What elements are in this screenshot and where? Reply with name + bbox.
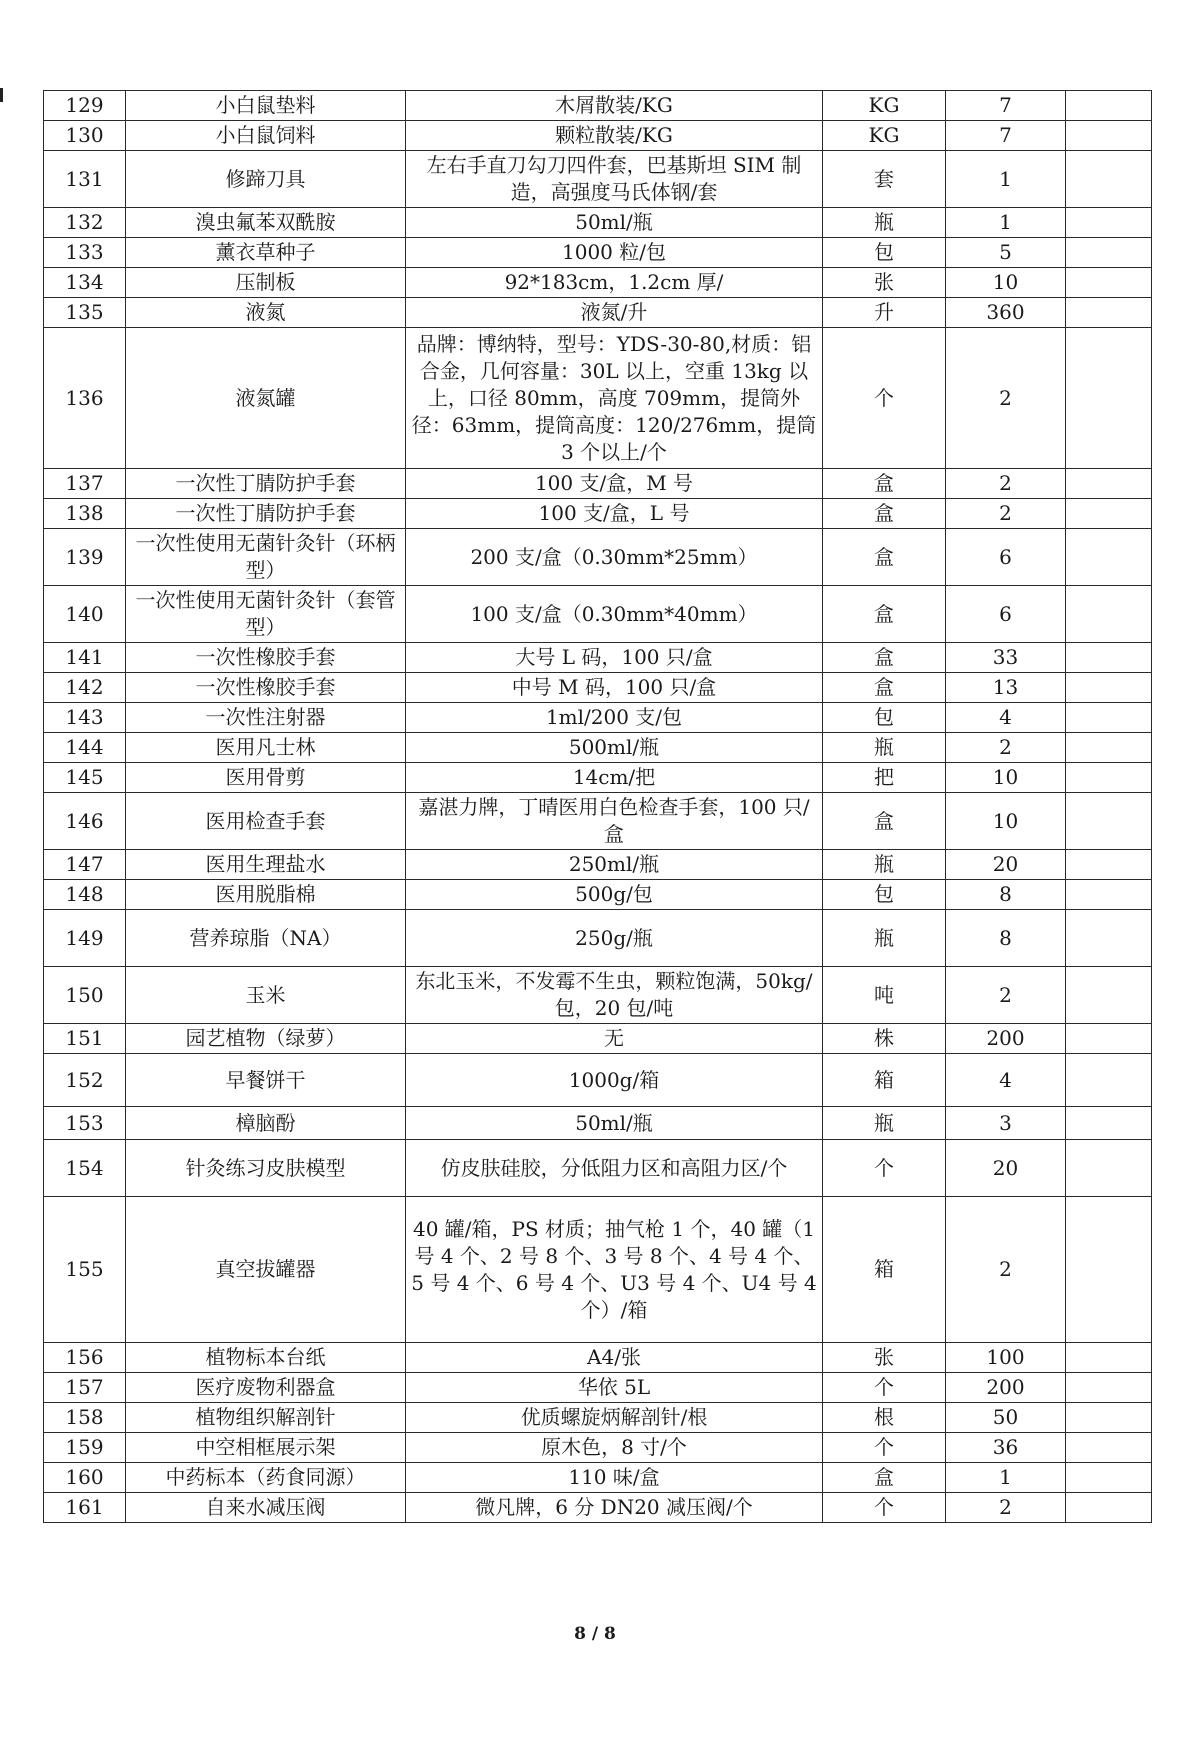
table-row bbox=[44, 238, 1152, 268]
item-qty: 6 bbox=[946, 586, 1066, 643]
item-name: 早餐饼干 bbox=[126, 1054, 406, 1107]
table-row bbox=[44, 1463, 1152, 1493]
row-number: 146 bbox=[44, 793, 126, 850]
item-unit: 瓶 bbox=[823, 733, 946, 763]
row-number: 152 bbox=[44, 1054, 126, 1107]
table-row bbox=[44, 850, 1152, 880]
remark-cell bbox=[1066, 1493, 1152, 1523]
item-unit: 把 bbox=[823, 763, 946, 793]
remark-cell bbox=[1066, 268, 1152, 298]
item-name: 一次性使用无菌针灸针（环柄型） bbox=[126, 529, 406, 586]
item-name: 一次性橡胶手套 bbox=[126, 673, 406, 703]
item-qty: 8 bbox=[946, 910, 1066, 967]
item-unit: 张 bbox=[823, 1343, 946, 1373]
row-number: 133 bbox=[44, 238, 126, 268]
table-row bbox=[44, 703, 1152, 733]
remark-cell bbox=[1066, 793, 1152, 850]
item-spec: 50ml/瓶 bbox=[406, 1107, 823, 1140]
item-qty: 7 bbox=[946, 91, 1066, 121]
row-number: 140 bbox=[44, 586, 126, 643]
item-name: 植物组织解剖针 bbox=[126, 1403, 406, 1433]
row-number: 150 bbox=[44, 967, 126, 1024]
remark-cell bbox=[1066, 586, 1152, 643]
scan-margin-mark bbox=[0, 88, 3, 102]
item-name: 压制板 bbox=[126, 268, 406, 298]
item-spec: A4/张 bbox=[406, 1343, 823, 1373]
remark-cell bbox=[1066, 673, 1152, 703]
item-spec: 液氮/升 bbox=[406, 298, 823, 328]
item-unit: 个 bbox=[823, 328, 946, 469]
item-name: 樟脑酚 bbox=[126, 1107, 406, 1140]
item-unit: 盒 bbox=[823, 673, 946, 703]
remark-cell bbox=[1066, 499, 1152, 529]
row-number: 139 bbox=[44, 529, 126, 586]
item-unit: 套 bbox=[823, 151, 946, 208]
item-name: 小白鼠垫料 bbox=[126, 91, 406, 121]
item-spec: 200 支/盒（0.30mm*25mm） bbox=[406, 529, 823, 586]
item-spec: 250g/瓶 bbox=[406, 910, 823, 967]
item-qty: 20 bbox=[946, 1140, 1066, 1197]
item-qty: 8 bbox=[946, 880, 1066, 910]
remark-cell bbox=[1066, 529, 1152, 586]
item-qty: 3 bbox=[946, 1107, 1066, 1140]
item-qty: 2 bbox=[946, 967, 1066, 1024]
item-unit: 盒 bbox=[823, 469, 946, 499]
item-name: 一次性丁腈防护手套 bbox=[126, 469, 406, 499]
remark-cell bbox=[1066, 1343, 1152, 1373]
item-unit: 个 bbox=[823, 1373, 946, 1403]
item-unit: 瓶 bbox=[823, 1107, 946, 1140]
table-row bbox=[44, 91, 1152, 121]
row-number: 134 bbox=[44, 268, 126, 298]
item-name: 溴虫氟苯双酰胺 bbox=[126, 208, 406, 238]
table-row bbox=[44, 880, 1152, 910]
table-row bbox=[44, 733, 1152, 763]
item-spec: 100 支/盒，M 号 bbox=[406, 469, 823, 499]
remark-cell bbox=[1066, 1197, 1152, 1343]
item-qty: 200 bbox=[946, 1373, 1066, 1403]
remark-cell bbox=[1066, 880, 1152, 910]
item-name: 中药标本（药食同源） bbox=[126, 1463, 406, 1493]
item-qty: 2 bbox=[946, 733, 1066, 763]
table-row bbox=[44, 1343, 1152, 1373]
table-row bbox=[44, 328, 1152, 469]
item-spec: 500g/包 bbox=[406, 880, 823, 910]
remark-cell bbox=[1066, 121, 1152, 151]
remark-cell bbox=[1066, 298, 1152, 328]
item-qty: 5 bbox=[946, 238, 1066, 268]
remark-cell bbox=[1066, 1054, 1152, 1107]
item-name: 一次性丁腈防护手套 bbox=[126, 499, 406, 529]
row-number: 138 bbox=[44, 499, 126, 529]
item-name: 小白鼠饲料 bbox=[126, 121, 406, 151]
item-name: 营养琼脂（NA） bbox=[126, 910, 406, 967]
item-qty: 1 bbox=[946, 1463, 1066, 1493]
row-number: 161 bbox=[44, 1493, 126, 1523]
item-spec: 嘉湛力牌，丁晴医用白色检查手套，100 只/盒 bbox=[406, 793, 823, 850]
item-qty: 10 bbox=[946, 763, 1066, 793]
item-spec: 1000 粒/包 bbox=[406, 238, 823, 268]
item-spec: 仿皮肤硅胶，分低阻力区和高阻力区/个 bbox=[406, 1140, 823, 1197]
item-spec: 1000g/箱 bbox=[406, 1054, 823, 1107]
table-row bbox=[44, 208, 1152, 238]
table-row bbox=[44, 793, 1152, 850]
item-spec: 500ml/瓶 bbox=[406, 733, 823, 763]
table-row bbox=[44, 121, 1152, 151]
item-qty: 33 bbox=[946, 643, 1066, 673]
item-unit: 个 bbox=[823, 1140, 946, 1197]
row-number: 144 bbox=[44, 733, 126, 763]
item-qty: 10 bbox=[946, 268, 1066, 298]
item-unit: 瓶 bbox=[823, 910, 946, 967]
remark-cell bbox=[1066, 151, 1152, 208]
remark-cell bbox=[1066, 91, 1152, 121]
item-qty: 2 bbox=[946, 1197, 1066, 1343]
item-qty: 2 bbox=[946, 328, 1066, 469]
remark-cell bbox=[1066, 1433, 1152, 1463]
item-name: 一次性使用无菌针灸针（套管型） bbox=[126, 586, 406, 643]
item-spec: 优质螺旋炳解剖针/根 bbox=[406, 1403, 823, 1433]
item-name: 医用脱脂棉 bbox=[126, 880, 406, 910]
item-name: 薰衣草种子 bbox=[126, 238, 406, 268]
table-row bbox=[44, 298, 1152, 328]
item-spec: 颗粒散装/KG bbox=[406, 121, 823, 151]
item-name: 医用凡士林 bbox=[126, 733, 406, 763]
item-name: 自来水减压阀 bbox=[126, 1493, 406, 1523]
remark-cell bbox=[1066, 1403, 1152, 1433]
table-body bbox=[44, 91, 1152, 1523]
table-row bbox=[44, 763, 1152, 793]
remark-cell bbox=[1066, 763, 1152, 793]
item-name: 医用生理盐水 bbox=[126, 850, 406, 880]
item-spec: 中号 M 码，100 只/盒 bbox=[406, 673, 823, 703]
item-name: 一次性橡胶手套 bbox=[126, 643, 406, 673]
remark-cell bbox=[1066, 967, 1152, 1024]
item-spec: 100 支/盒，L 号 bbox=[406, 499, 823, 529]
table-row bbox=[44, 1197, 1152, 1343]
item-unit: 盒 bbox=[823, 529, 946, 586]
remark-cell bbox=[1066, 910, 1152, 967]
item-name: 医用骨剪 bbox=[126, 763, 406, 793]
item-name: 修蹄刀具 bbox=[126, 151, 406, 208]
item-qty: 4 bbox=[946, 703, 1066, 733]
item-spec: 无 bbox=[406, 1024, 823, 1054]
item-unit: 箱 bbox=[823, 1054, 946, 1107]
item-qty: 360 bbox=[946, 298, 1066, 328]
table-row bbox=[44, 268, 1152, 298]
item-qty: 10 bbox=[946, 793, 1066, 850]
table-row bbox=[44, 1403, 1152, 1433]
row-number: 156 bbox=[44, 1343, 126, 1373]
remark-cell bbox=[1066, 733, 1152, 763]
row-number: 130 bbox=[44, 121, 126, 151]
item-spec: 品牌：博纳特，型号：YDS-30-80,材质：铝合金，几何容量：30L 以上，空重 13kg 以上，口径 80mm，高度 709mm，提筒外径：63mm，提筒高度：120/276mm，提筒 3 个以上/个 bbox=[406, 328, 823, 469]
row-number: 158 bbox=[44, 1403, 126, 1433]
table-row bbox=[44, 151, 1152, 208]
row-number: 141 bbox=[44, 643, 126, 673]
row-number: 148 bbox=[44, 880, 126, 910]
table-row bbox=[44, 673, 1152, 703]
item-spec: 木屑散装/KG bbox=[406, 91, 823, 121]
row-number: 142 bbox=[44, 673, 126, 703]
table-row bbox=[44, 967, 1152, 1024]
item-spec: 大号 L 码，100 只/盒 bbox=[406, 643, 823, 673]
row-number: 157 bbox=[44, 1373, 126, 1403]
item-name: 医用检查手套 bbox=[126, 793, 406, 850]
item-qty: 100 bbox=[946, 1343, 1066, 1373]
item-unit: 瓶 bbox=[823, 850, 946, 880]
table-row bbox=[44, 643, 1152, 673]
item-unit: 盒 bbox=[823, 586, 946, 643]
table-row bbox=[44, 1373, 1152, 1403]
item-unit: 盒 bbox=[823, 643, 946, 673]
row-number: 131 bbox=[44, 151, 126, 208]
item-unit: 升 bbox=[823, 298, 946, 328]
item-spec: 东北玉米，不发霉不生虫，颗粒饱满，50kg/包，20 包/吨 bbox=[406, 967, 823, 1024]
item-name: 医疗废物利器盒 bbox=[126, 1373, 406, 1403]
table-row bbox=[44, 1054, 1152, 1107]
item-spec: 250ml/瓶 bbox=[406, 850, 823, 880]
item-qty: 7 bbox=[946, 121, 1066, 151]
row-number: 159 bbox=[44, 1433, 126, 1463]
item-unit: 瓶 bbox=[823, 208, 946, 238]
item-spec: 50ml/瓶 bbox=[406, 208, 823, 238]
item-unit: 箱 bbox=[823, 1197, 946, 1343]
remark-cell bbox=[1066, 1463, 1152, 1493]
remark-cell bbox=[1066, 328, 1152, 469]
item-unit: 个 bbox=[823, 1493, 946, 1523]
item-name: 中空相框展示架 bbox=[126, 1433, 406, 1463]
item-spec: 100 支/盒（0.30mm*40mm） bbox=[406, 586, 823, 643]
item-unit: 盒 bbox=[823, 499, 946, 529]
remark-cell bbox=[1066, 1024, 1152, 1054]
table-row bbox=[44, 1140, 1152, 1197]
row-number: 154 bbox=[44, 1140, 126, 1197]
remark-cell bbox=[1066, 643, 1152, 673]
item-name: 真空拔罐器 bbox=[126, 1197, 406, 1343]
item-unit: 盒 bbox=[823, 1463, 946, 1493]
item-unit: KG bbox=[823, 91, 946, 121]
row-number: 137 bbox=[44, 469, 126, 499]
remark-cell bbox=[1066, 1107, 1152, 1140]
item-unit: 株 bbox=[823, 1024, 946, 1054]
item-qty: 2 bbox=[946, 499, 1066, 529]
row-number: 135 bbox=[44, 298, 126, 328]
item-spec: 40 罐/箱，PS 材质；抽气枪 1 个，40 罐（1 号 4 个、2 号 8 个、3 号 8 个、4 号 4 个、5 号 4 个、6 号 4 个、U3 号 4 个、U4 号 4 个）/箱 bbox=[406, 1197, 823, 1343]
row-number: 147 bbox=[44, 850, 126, 880]
table-row bbox=[44, 586, 1152, 643]
item-name: 植物标本台纸 bbox=[126, 1343, 406, 1373]
item-qty: 2 bbox=[946, 1493, 1066, 1523]
table-row bbox=[44, 1493, 1152, 1523]
item-spec: 1ml/200 支/包 bbox=[406, 703, 823, 733]
row-number: 143 bbox=[44, 703, 126, 733]
table-row bbox=[44, 499, 1152, 529]
item-qty: 20 bbox=[946, 850, 1066, 880]
item-unit: 根 bbox=[823, 1403, 946, 1433]
table-row bbox=[44, 1107, 1152, 1140]
item-spec: 微凡牌，6 分 DN20 减压阀/个 bbox=[406, 1493, 823, 1523]
item-unit: 包 bbox=[823, 880, 946, 910]
page-number: 8 / 8 bbox=[574, 1624, 616, 1644]
item-unit: KG bbox=[823, 121, 946, 151]
item-name: 园艺植物（绿萝） bbox=[126, 1024, 406, 1054]
item-qty: 200 bbox=[946, 1024, 1066, 1054]
remark-cell bbox=[1066, 208, 1152, 238]
row-number: 151 bbox=[44, 1024, 126, 1054]
procurement-table bbox=[43, 90, 1151, 1523]
remark-cell bbox=[1066, 850, 1152, 880]
table-row bbox=[44, 529, 1152, 586]
item-qty: 4 bbox=[946, 1054, 1066, 1107]
row-number: 155 bbox=[44, 1197, 126, 1343]
item-unit: 盒 bbox=[823, 793, 946, 850]
row-number: 129 bbox=[44, 91, 126, 121]
item-name: 玉米 bbox=[126, 967, 406, 1024]
item-name: 液氮罐 bbox=[126, 328, 406, 469]
item-qty: 2 bbox=[946, 469, 1066, 499]
table-row bbox=[44, 910, 1152, 967]
row-number: 132 bbox=[44, 208, 126, 238]
table-row bbox=[44, 1433, 1152, 1463]
row-number: 160 bbox=[44, 1463, 126, 1493]
remark-cell bbox=[1066, 703, 1152, 733]
item-spec: 原木色，8 寸/个 bbox=[406, 1433, 823, 1463]
row-number: 136 bbox=[44, 328, 126, 469]
item-name: 液氮 bbox=[126, 298, 406, 328]
item-qty: 1 bbox=[946, 208, 1066, 238]
item-qty: 1 bbox=[946, 151, 1066, 208]
remark-cell bbox=[1066, 1140, 1152, 1197]
item-unit: 张 bbox=[823, 268, 946, 298]
item-qty: 36 bbox=[946, 1433, 1066, 1463]
row-number: 149 bbox=[44, 910, 126, 967]
item-unit: 个 bbox=[823, 1433, 946, 1463]
item-spec: 110 味/盒 bbox=[406, 1463, 823, 1493]
item-name: 一次性注射器 bbox=[126, 703, 406, 733]
item-qty: 6 bbox=[946, 529, 1066, 586]
item-name: 针灸练习皮肤模型 bbox=[126, 1140, 406, 1197]
item-spec: 华依 5L bbox=[406, 1373, 823, 1403]
item-spec: 92*183cm，1.2cm 厚/ bbox=[406, 268, 823, 298]
item-unit: 包 bbox=[823, 703, 946, 733]
item-qty: 50 bbox=[946, 1403, 1066, 1433]
row-number: 153 bbox=[44, 1107, 126, 1140]
item-spec: 14cm/把 bbox=[406, 763, 823, 793]
remark-cell bbox=[1066, 1373, 1152, 1403]
remark-cell bbox=[1066, 238, 1152, 268]
item-unit: 吨 bbox=[823, 967, 946, 1024]
item-spec: 左右手直刀勾刀四件套，巴基斯坦 SIM 制造，高强度马氏体钢/套 bbox=[406, 151, 823, 208]
item-qty: 13 bbox=[946, 673, 1066, 703]
table-row bbox=[44, 469, 1152, 499]
remark-cell bbox=[1066, 469, 1152, 499]
row-number: 145 bbox=[44, 763, 126, 793]
table-row bbox=[44, 1024, 1152, 1054]
item-unit: 包 bbox=[823, 238, 946, 268]
